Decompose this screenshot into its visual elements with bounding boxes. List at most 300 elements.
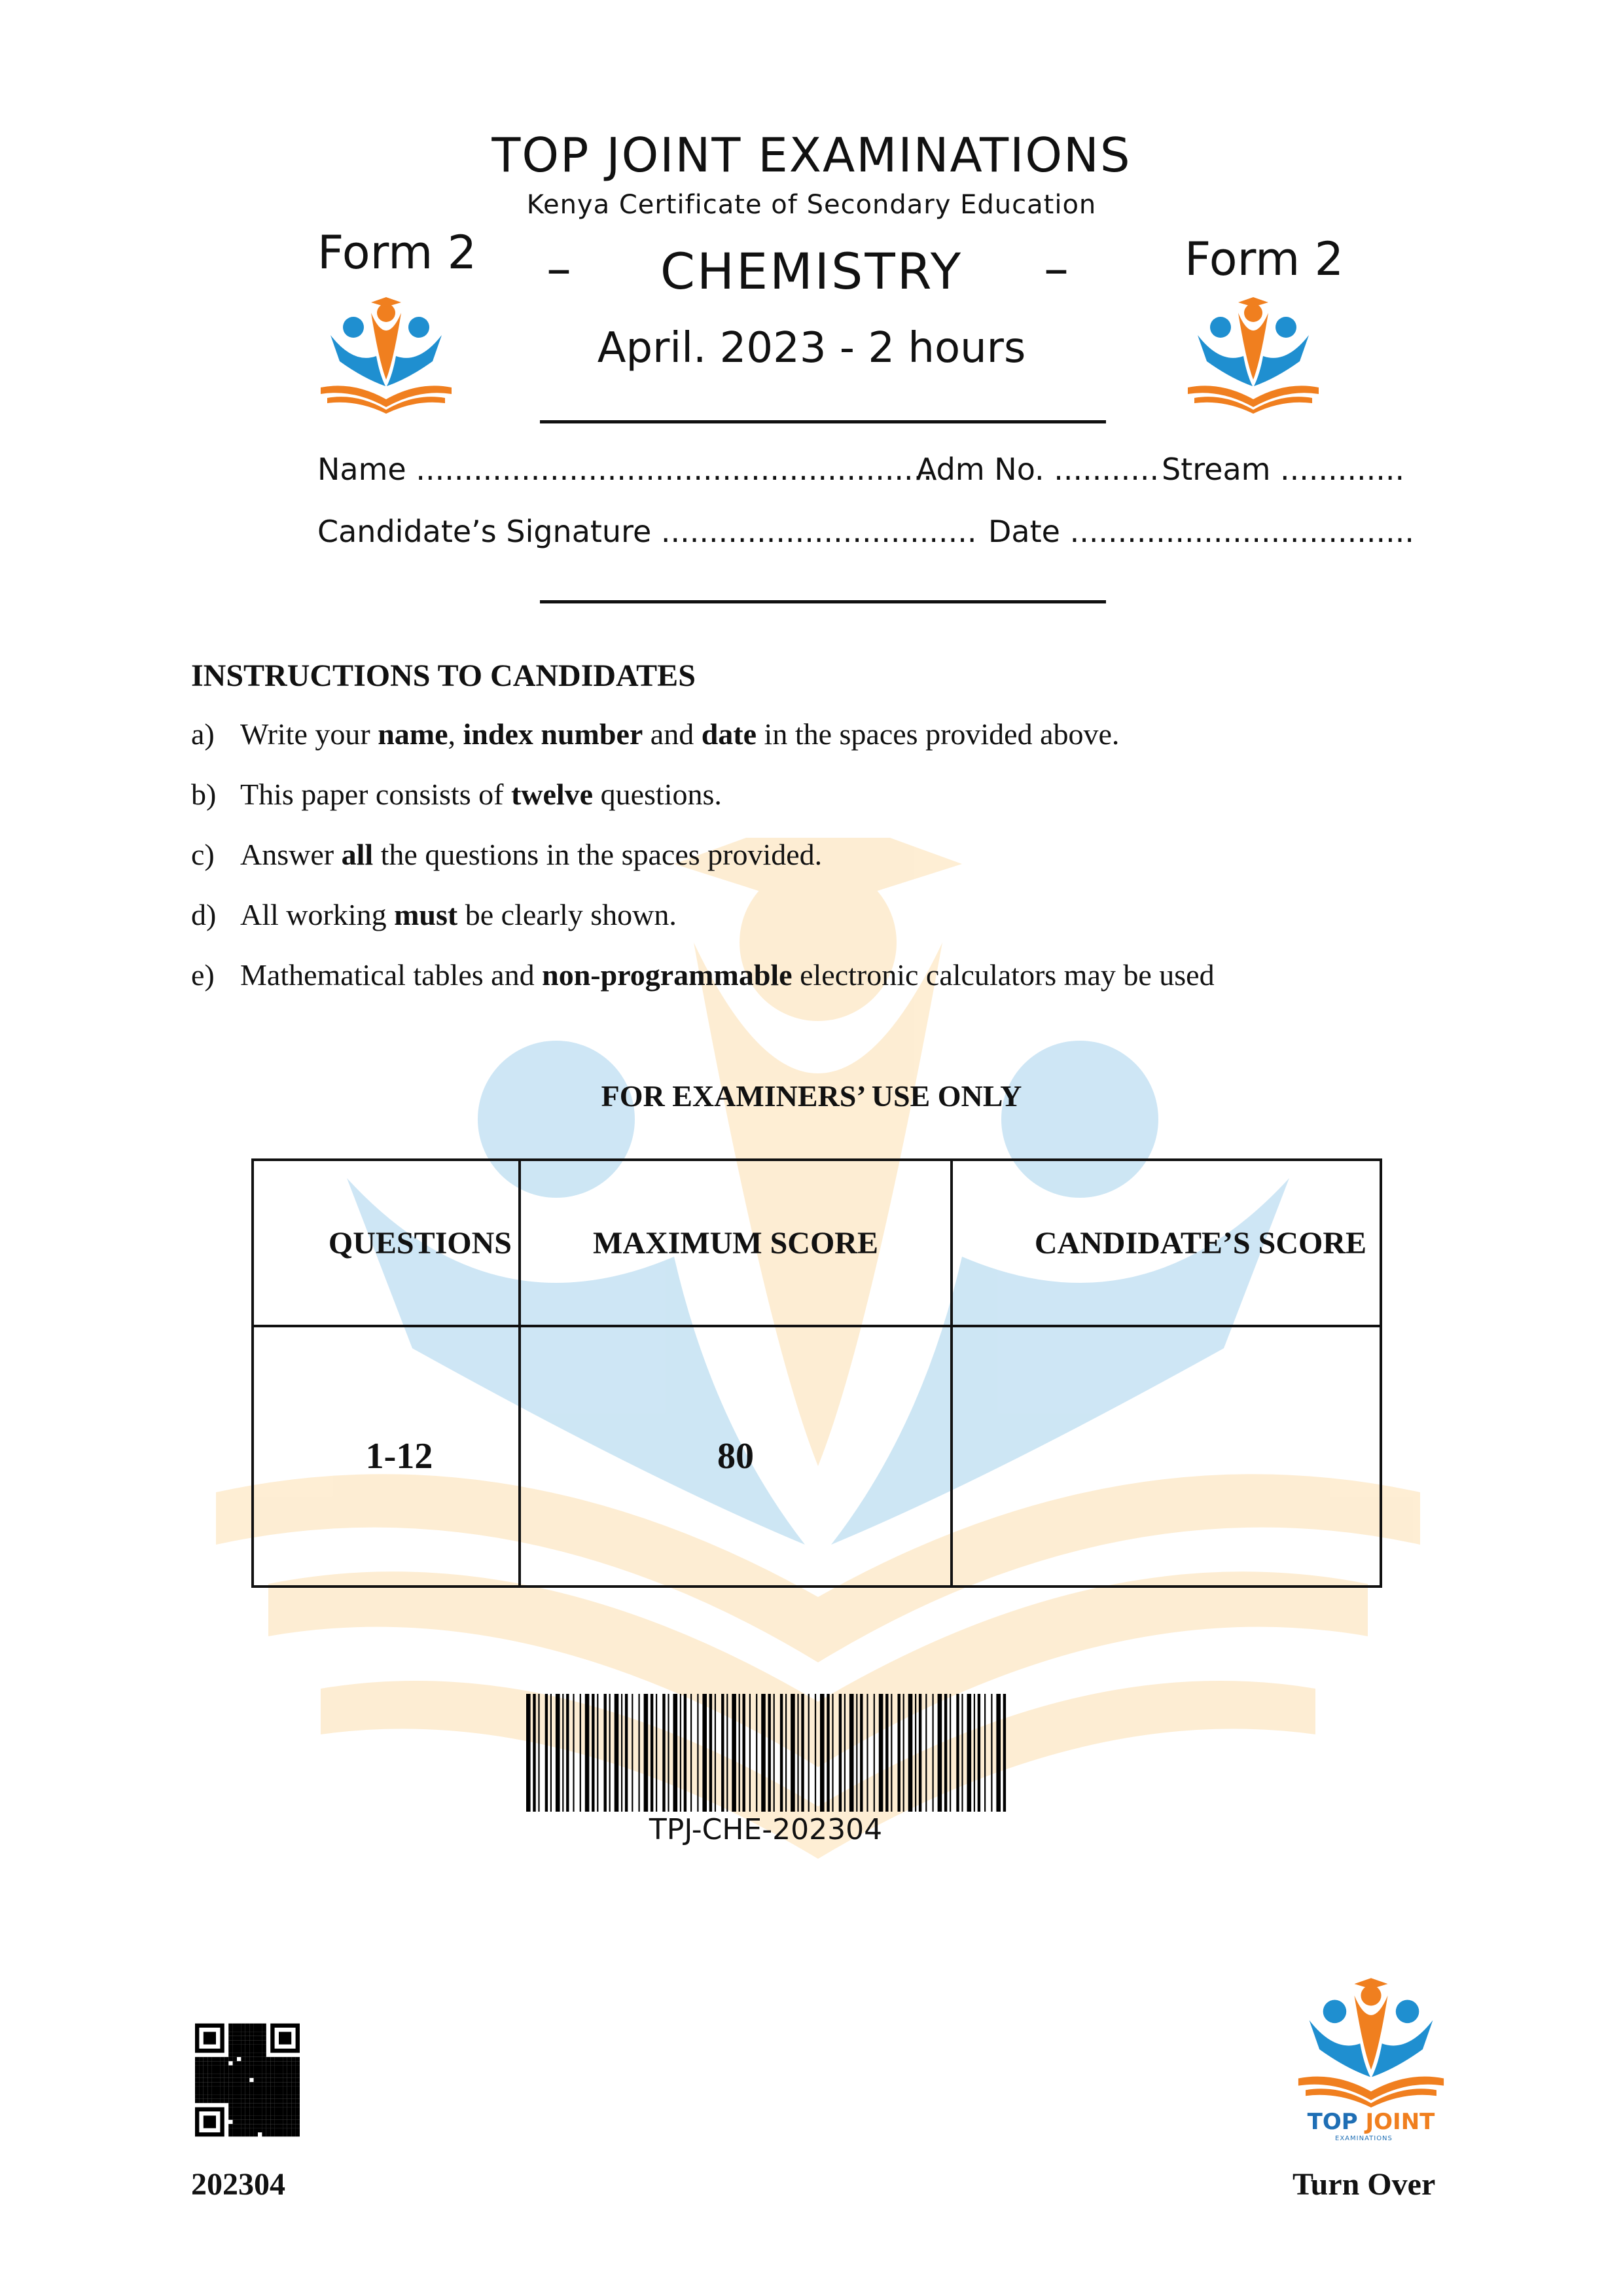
table-row <box>253 1326 1381 1587</box>
qr-module <box>254 2111 258 2115</box>
qr-module <box>195 2057 199 2061</box>
qr-module <box>266 2090 270 2094</box>
qr-module <box>241 2082 245 2086</box>
qr-module <box>287 2090 291 2094</box>
qr-module <box>266 2115 270 2119</box>
qr-module <box>262 2049 266 2053</box>
instruction-emphasis: index number <box>463 717 643 751</box>
qr-module <box>279 2061 283 2065</box>
qr-module <box>204 2087 207 2090</box>
qr-module <box>275 2108 279 2111</box>
qr-module <box>245 2024 249 2028</box>
brand-top: TOP <box>1307 2109 1358 2135</box>
qr-module <box>241 2061 245 2065</box>
barcode-bar <box>915 1694 916 1812</box>
qr-module <box>262 2132 266 2136</box>
qr-module <box>241 2070 245 2073</box>
qr-module <box>262 2073 266 2077</box>
form-label-left: Form 2 <box>317 226 477 279</box>
qr-module <box>283 2082 287 2086</box>
qr-module <box>275 2070 279 2073</box>
qr-module <box>291 2061 295 2065</box>
qr-module <box>204 2032 216 2044</box>
qr-module <box>296 2111 300 2115</box>
qr-module <box>279 2111 283 2115</box>
qr-module <box>216 2090 220 2094</box>
qr-module <box>270 2108 274 2111</box>
barcode-bar <box>791 1694 795 1812</box>
qr-module <box>241 2087 245 2090</box>
qr-module <box>279 2128 283 2132</box>
qr-module <box>262 2040 266 2044</box>
qr-module <box>283 2108 287 2111</box>
qr-module <box>296 2070 300 2073</box>
brand-logo-icon <box>1293 1977 1450 2108</box>
qr-module <box>287 2120 291 2124</box>
qr-module <box>245 2032 249 2036</box>
score-table <box>251 1158 1382 1588</box>
qr-module <box>249 2045 253 2049</box>
qr-module <box>270 2057 274 2061</box>
barcode-bar <box>780 1694 783 1812</box>
qr-module <box>195 2094 199 2098</box>
barcode-bar <box>526 1694 531 1812</box>
barcode-bar <box>797 1694 798 1812</box>
qr-module <box>266 2120 270 2124</box>
instruction-emphasis: twelve <box>510 778 594 811</box>
barcode-bar <box>967 1694 972 1812</box>
instruction-emphasis: all <box>341 838 374 871</box>
qr-module <box>296 2078 300 2082</box>
date-field[interactable]: Date .................................... <box>988 514 1414 549</box>
barcode-bar <box>891 1694 892 1812</box>
qr-module <box>296 2073 300 2077</box>
qr-module <box>195 2082 199 2086</box>
barcode-bar <box>556 1694 560 1812</box>
qr-module <box>254 2115 258 2119</box>
qr-module <box>296 2108 300 2111</box>
qr-module <box>262 2115 266 2119</box>
qr-module <box>207 2090 211 2094</box>
qr-module <box>195 2061 199 2065</box>
qr-module <box>275 2090 279 2094</box>
qr-module <box>237 2103 241 2107</box>
qr-module <box>270 2070 274 2073</box>
qr-module <box>262 2028 266 2032</box>
qr-module <box>199 2099 203 2103</box>
qr-module <box>224 2073 228 2077</box>
qr-module <box>228 2094 232 2098</box>
qr-module <box>258 2082 262 2086</box>
barcode-bar <box>726 1694 728 1812</box>
qr-module <box>291 2103 295 2107</box>
qr-module <box>254 2053 258 2056</box>
qr-module <box>212 2099 216 2103</box>
qr-module <box>283 2094 287 2098</box>
certificate-subtitle: Kenya Certificate of Secondary Education <box>526 190 1097 220</box>
qr-module <box>262 2087 266 2090</box>
qr-module <box>228 2028 232 2032</box>
qr-module <box>245 2053 249 2056</box>
barcode-bar <box>903 1694 904 1812</box>
qr-module <box>258 2120 262 2124</box>
qr-module <box>241 2103 245 2107</box>
qr-module <box>228 2124 232 2128</box>
qr-module <box>275 2061 279 2065</box>
qr-module <box>245 2120 249 2124</box>
qr-module <box>241 2066 245 2070</box>
logo-icon-left <box>317 296 455 414</box>
qr-module <box>254 2094 258 2098</box>
qr-module <box>296 2087 300 2090</box>
qr-module <box>220 2094 224 2098</box>
qr-module <box>233 2057 237 2061</box>
instruction-label: e) <box>191 958 215 992</box>
qr-module <box>287 2070 291 2073</box>
qr-module <box>237 2070 241 2073</box>
qr-module <box>212 2082 216 2086</box>
qr-module <box>262 2120 266 2124</box>
qr-module <box>254 2049 258 2053</box>
instruction-text: the questions in the spaces provided. <box>373 838 823 871</box>
candidate-score-cell[interactable] <box>952 1326 1381 1587</box>
instruction-text: This paper consists of <box>240 778 511 811</box>
qr-module <box>216 2057 220 2061</box>
barcode-bar <box>874 1694 875 1812</box>
examiners-heading: FOR EXAMINERS’ USE ONLY <box>601 1079 1022 1113</box>
adm-no-field[interactable]: Adm No. ........... <box>916 452 1160 487</box>
qr-module <box>270 2132 274 2136</box>
qr-module <box>233 2132 237 2136</box>
qr-module <box>254 2132 258 2136</box>
qr-module <box>270 2066 274 2070</box>
qr-module <box>279 2078 283 2082</box>
barcode-bar <box>562 1694 563 1812</box>
qr-module <box>233 2036 237 2040</box>
qr-module <box>245 2087 249 2090</box>
qr-module <box>291 2073 295 2077</box>
qr-module <box>233 2066 237 2070</box>
qr-module <box>254 2108 258 2111</box>
qr-module <box>287 2124 291 2128</box>
qr-module <box>237 2099 241 2103</box>
qr-module <box>254 2078 258 2082</box>
logo-icon-right <box>1185 296 1322 414</box>
qr-module <box>279 2066 283 2070</box>
barcode-bar <box>743 1694 745 1812</box>
qr-module <box>287 2087 291 2090</box>
qr-module <box>249 2120 253 2124</box>
qr-module <box>275 2115 279 2119</box>
qr-module <box>224 2078 228 2082</box>
qr-module <box>237 2087 241 2090</box>
instruction-text: , <box>448 717 463 751</box>
dash-left: – <box>546 239 571 297</box>
qr-module <box>228 2090 232 2094</box>
qr-module <box>249 2115 253 2119</box>
qr-module <box>228 2032 232 2036</box>
barcode-bar <box>885 1694 888 1812</box>
qr-module <box>237 2082 241 2086</box>
qr-module <box>220 2090 224 2094</box>
form-label-right: Form 2 <box>1185 232 1344 286</box>
qr-module <box>228 2049 232 2053</box>
qr-module <box>220 2078 224 2082</box>
qr-module <box>228 2024 232 2028</box>
qr-module <box>275 2103 279 2107</box>
qr-module <box>245 2078 249 2082</box>
qr-module <box>237 2094 241 2098</box>
qr-module <box>262 2061 266 2065</box>
qr-module <box>283 2078 287 2082</box>
qr-module <box>266 2073 270 2077</box>
barcode-bar <box>996 1694 1001 1812</box>
barcode-bar <box>785 1694 787 1812</box>
instruction-text: Mathematical tables and <box>240 958 543 992</box>
qr-module <box>233 2099 237 2103</box>
qr-module <box>228 2057 232 2061</box>
qr-module <box>237 2111 241 2115</box>
qr-module <box>228 2087 232 2090</box>
qr-module <box>195 2066 199 2070</box>
qr-module <box>279 2082 283 2086</box>
qr-module <box>291 2128 295 2132</box>
qr-module <box>279 2090 283 2094</box>
barcode-bar <box>856 1694 857 1812</box>
qr-module <box>258 2087 262 2090</box>
qr-module <box>199 2087 203 2090</box>
qr-module <box>296 2128 300 2132</box>
qr-module <box>254 2073 258 2077</box>
qr-module <box>287 2073 291 2077</box>
qr-module <box>233 2124 237 2128</box>
qr-module <box>254 2082 258 2086</box>
qr-module <box>258 2103 262 2107</box>
qr-module <box>228 2099 232 2103</box>
qr-module <box>241 2115 245 2119</box>
qr-module <box>237 2032 241 2036</box>
qr-module <box>216 2061 220 2065</box>
maximum-score-cell: 80 <box>520 1326 952 1587</box>
qr-module <box>287 2066 291 2070</box>
qr-module <box>296 2099 300 2103</box>
qr-module <box>237 2128 241 2132</box>
instruction-emphasis: must <box>394 898 458 931</box>
qr-module <box>237 2078 241 2082</box>
qr-module <box>233 2082 237 2086</box>
qr-module <box>270 2082 274 2086</box>
qr-module <box>220 2061 224 2065</box>
qr-module <box>283 2111 287 2115</box>
qr-module <box>279 2132 283 2136</box>
barcode-bar <box>944 1694 947 1812</box>
qr-module <box>287 2078 291 2082</box>
qr-module <box>216 2082 220 2086</box>
qr-module <box>233 2094 237 2098</box>
qr-module <box>204 2090 207 2094</box>
barcode-bar <box>849 1694 854 1812</box>
qr-module <box>237 2045 241 2049</box>
qr-module <box>233 2103 237 2107</box>
qr-module <box>279 2124 283 2128</box>
dash-right: – <box>1044 239 1069 297</box>
qr-module <box>224 2061 228 2065</box>
barcode-bar <box>656 1694 657 1812</box>
qr-module <box>275 2132 279 2136</box>
qr-module <box>275 2128 279 2132</box>
qr-module <box>245 2028 249 2032</box>
subject-title: CHEMISTRY <box>660 242 963 300</box>
stream-field[interactable]: Stream ............. <box>1162 452 1405 487</box>
qr-module <box>220 2099 224 2103</box>
qr-module <box>275 2087 279 2090</box>
qr-module <box>233 2028 237 2032</box>
qr-module <box>249 2070 253 2073</box>
qr-module <box>262 2108 266 2111</box>
qr-module <box>270 2078 274 2082</box>
qr-module <box>249 2053 253 2056</box>
qr-module <box>249 2124 253 2128</box>
qr-module <box>212 2066 216 2070</box>
qr-module <box>266 2108 270 2111</box>
qr-module <box>287 2132 291 2136</box>
qr-module <box>296 2057 300 2061</box>
qr-module <box>291 2070 295 2073</box>
barcode-bar <box>573 1694 574 1812</box>
qr-module <box>287 2061 291 2065</box>
qr-module <box>245 2111 249 2115</box>
qr-module <box>241 2111 245 2115</box>
qr-module <box>228 2045 232 2049</box>
qr-module <box>266 2099 270 2103</box>
barcode-bar <box>956 1694 959 1812</box>
qr-module <box>220 2066 224 2070</box>
instruction-label: c) <box>191 838 215 871</box>
instruction-label: d) <box>191 898 217 931</box>
qr-module <box>220 2082 224 2086</box>
qr-module <box>204 2070 207 2073</box>
qr-module <box>291 2120 295 2124</box>
qr-module <box>266 2128 270 2132</box>
barcode-bar <box>709 1694 712 1812</box>
name-field[interactable]: Name ...................................................... <box>317 452 933 487</box>
qr-module <box>249 2103 253 2107</box>
qr-module <box>245 2094 249 2098</box>
qr-module <box>241 2132 245 2136</box>
qr-module <box>204 2057 207 2061</box>
qr-module <box>207 2070 211 2073</box>
instruction-item <box>191 717 1119 751</box>
qr-module <box>296 2090 300 2094</box>
qr-module <box>283 2066 287 2070</box>
qr-module <box>233 2032 237 2036</box>
qr-module <box>241 2128 245 2132</box>
qr-module <box>199 2094 203 2098</box>
qr-module <box>245 2049 249 2053</box>
qr-module <box>262 2057 266 2061</box>
barcode-bar <box>898 1694 901 1812</box>
barcode-bar <box>673 1694 678 1812</box>
qr-module <box>254 2124 258 2128</box>
qr-module <box>249 2094 253 2098</box>
qr-module <box>249 2128 253 2132</box>
qr-module <box>249 2061 253 2065</box>
qr-module <box>262 2053 266 2056</box>
barcode <box>524 1694 1008 1812</box>
brand-joint: JOINT <box>1365 2109 1435 2135</box>
qr-module <box>216 2094 220 2098</box>
instruction-item <box>191 837 822 872</box>
qr-module <box>233 2045 237 2049</box>
barcode-bar <box>933 1694 934 1812</box>
qr-module <box>241 2036 245 2040</box>
qr-module <box>233 2087 237 2090</box>
qr-module <box>228 2132 232 2136</box>
qr-module <box>258 2036 262 2040</box>
qr-module <box>296 2103 300 2107</box>
qr-module <box>262 2024 266 2028</box>
qr-module <box>241 2108 245 2111</box>
qr-module <box>270 2061 274 2065</box>
qr-module <box>204 2082 207 2086</box>
qr-module <box>262 2094 266 2098</box>
qr-module <box>212 2073 216 2077</box>
barcode-bar <box>597 1694 598 1812</box>
barcode-bar <box>978 1694 980 1812</box>
qr-module <box>279 2120 283 2124</box>
qr-module <box>279 2057 283 2061</box>
qr-module <box>254 2057 258 2061</box>
qr-module <box>291 2124 295 2128</box>
qr-module <box>212 2094 216 2098</box>
qr-module <box>216 2087 220 2090</box>
barcode-bar <box>715 1694 716 1812</box>
qr-module <box>291 2066 295 2070</box>
barcode-bar <box>690 1694 692 1812</box>
barcode-bar <box>625 1694 628 1812</box>
qr-module <box>258 2108 262 2111</box>
qr-module <box>237 2090 241 2094</box>
qr-module <box>249 2111 253 2115</box>
qr-module <box>262 2082 266 2086</box>
qr-module <box>266 2087 270 2090</box>
qr-module <box>249 2032 253 2036</box>
qr-module <box>245 2073 249 2077</box>
header-rule-bottom <box>540 600 1106 603</box>
qr-module <box>207 2073 211 2077</box>
barcode-bar <box>585 1694 590 1812</box>
qr-module <box>249 2108 253 2111</box>
signature-field[interactable]: Candidate’s Signature ................................. <box>317 514 977 549</box>
qr-module <box>212 2078 216 2082</box>
qr-module <box>245 2082 249 2086</box>
qr-module <box>283 2103 287 2107</box>
qr-module <box>270 2111 274 2115</box>
brand-wordmark <box>1270 2109 1472 2135</box>
instruction-emphasis: date <box>701 717 757 751</box>
qr-module <box>287 2115 291 2119</box>
qr-module <box>212 2061 216 2065</box>
qr-module <box>296 2066 300 2070</box>
qr-module <box>279 2032 291 2044</box>
qr-module <box>233 2115 237 2119</box>
qr-module <box>258 2124 262 2128</box>
qr-module <box>207 2057 211 2061</box>
qr-module <box>241 2032 245 2036</box>
qr-module <box>287 2103 291 2107</box>
qr-module <box>249 2066 253 2070</box>
qr-module <box>237 2120 241 2124</box>
